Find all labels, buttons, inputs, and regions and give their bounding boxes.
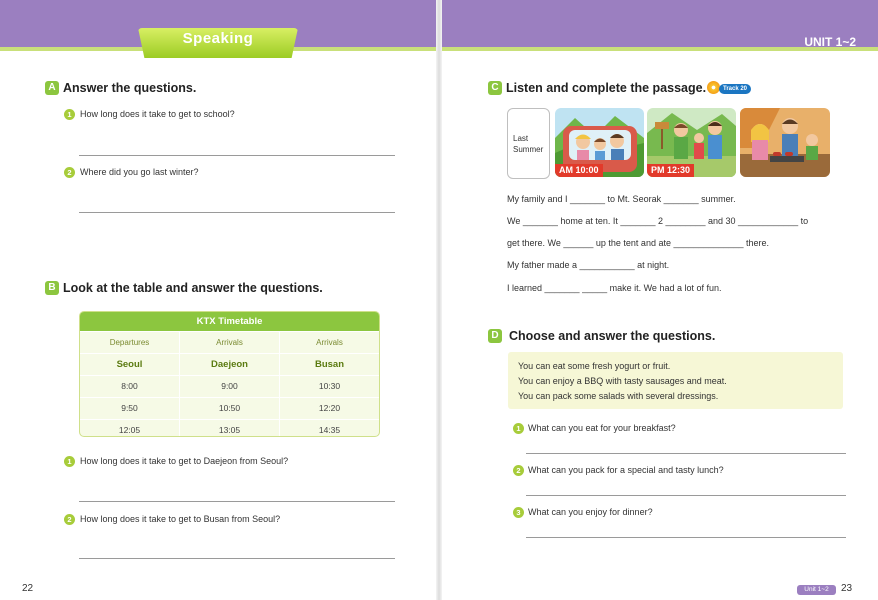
speaking-title: Speaking — [182, 30, 254, 47]
passage-line: I learned _______ _____ make it. We had a lot of fun. — [507, 283, 722, 293]
question-number: 2 — [513, 465, 524, 476]
answer-line[interactable] — [526, 495, 846, 496]
page-number-right: 23 — [841, 583, 853, 594]
audio-track-badge[interactable]: Track 20 — [719, 84, 751, 94]
table-row — [80, 419, 379, 437]
question-text: How long does it take to get to school? — [80, 109, 235, 119]
table-cell: 14:35 — [318, 425, 341, 435]
last-summer-label-1: Last — [513, 134, 529, 143]
timetable-city-row — [80, 353, 379, 375]
table-subheader: Arrivals — [180, 332, 280, 353]
table-cell: 8:00 — [80, 376, 180, 397]
page-number-left: 22 — [22, 583, 34, 594]
question-number: 1 — [64, 456, 75, 467]
section-a-title: Answer the questions. — [63, 81, 197, 95]
table-city: Seoul — [80, 354, 180, 375]
section-d-badge: D — [488, 329, 502, 343]
question-text: What can you enjoy for dinner? — [528, 507, 653, 517]
bbq-scene-image — [740, 108, 830, 177]
answer-line[interactable] — [79, 155, 395, 156]
question-text: What can you eat for your breakfast? — [528, 423, 676, 433]
answer-line[interactable] — [79, 501, 395, 502]
passage-line: My family and I _______ to Mt. Seorak _______ summer. — [507, 194, 736, 204]
time-label-am: AM 10:00 — [555, 164, 603, 177]
table-cell: 9:50 — [80, 398, 180, 419]
answer-line[interactable] — [526, 453, 846, 454]
question-text: Where did you go last winter? — [80, 167, 199, 177]
section-b-title: Look at the table and answer the questions. — [63, 281, 323, 295]
answer-line[interactable] — [79, 558, 395, 559]
question-number: 2 — [64, 167, 75, 178]
section-a-badge: A — [45, 81, 59, 95]
table-cell: 13:05 — [180, 420, 280, 437]
question-text: How long does it take to get to Daejeon from Seoul? — [80, 456, 289, 466]
question-number: 3 — [513, 507, 524, 518]
table-city: Daejeon — [180, 354, 280, 375]
last-summer-label-2: Summer — [513, 145, 544, 154]
table-row — [80, 375, 379, 397]
timetable-title: KTX Timetable — [80, 312, 379, 331]
question-number: 1 — [64, 109, 75, 120]
passage-line: We _______ home at ten. It _______ 2 ________ and 30 ____________ to — [507, 216, 809, 226]
question-number: 1 — [513, 423, 524, 434]
table-cell: 9:00 — [180, 376, 280, 397]
question-text: How long does it take to get to Busan from Seoul? — [80, 514, 281, 524]
question-number: 2 — [64, 514, 75, 525]
section-c-title: Listen and complete the passage. — [506, 81, 707, 95]
table-cell: 10:50 — [180, 398, 280, 419]
choice-line: You can pack some salads with several dressings. — [518, 391, 719, 401]
table-cell: 12:20 — [318, 403, 341, 413]
passage-line: My father made a ___________ at night. — [507, 260, 670, 270]
last-summer-card — [507, 108, 550, 179]
answer-line[interactable] — [79, 212, 395, 213]
timetable-subheader-row — [80, 331, 379, 353]
passage-line: get there. We ______ up the tent and ate ______________ there. — [507, 238, 770, 248]
section-c-badge: C — [488, 81, 502, 95]
family-car-illustration — [555, 108, 644, 177]
book-gutter — [436, 0, 442, 600]
section-d-title: Choose and answer the questions. — [509, 329, 716, 343]
choice-line: You can eat some fresh yogurt or fruit. — [518, 361, 671, 371]
table-cell: 12:05 — [80, 420, 180, 437]
table-row — [80, 397, 379, 419]
table-subheader: Arrivals — [316, 338, 343, 347]
time-label-pm: PM 12:30 — [647, 164, 694, 177]
unit-footer-tag: Unit 1~2 — [797, 585, 836, 595]
choices-box — [508, 352, 843, 409]
table-subheader: Departures — [80, 332, 180, 353]
family-bbq-illustration — [740, 108, 830, 177]
choice-line: You can enjoy a BBQ with tasty sausages and meat. — [518, 376, 727, 386]
family-hiking-illustration — [647, 108, 736, 177]
question-text: What can you pack for a special and tasty lunch? — [528, 465, 724, 475]
table-cell: 10:30 — [318, 381, 341, 391]
section-b-badge: B — [45, 281, 59, 295]
ktx-timetable — [79, 311, 380, 437]
unit-title: UNIT 1~2 — [804, 35, 856, 49]
table-city: Busan — [314, 359, 345, 370]
answer-line[interactable] — [526, 537, 846, 538]
